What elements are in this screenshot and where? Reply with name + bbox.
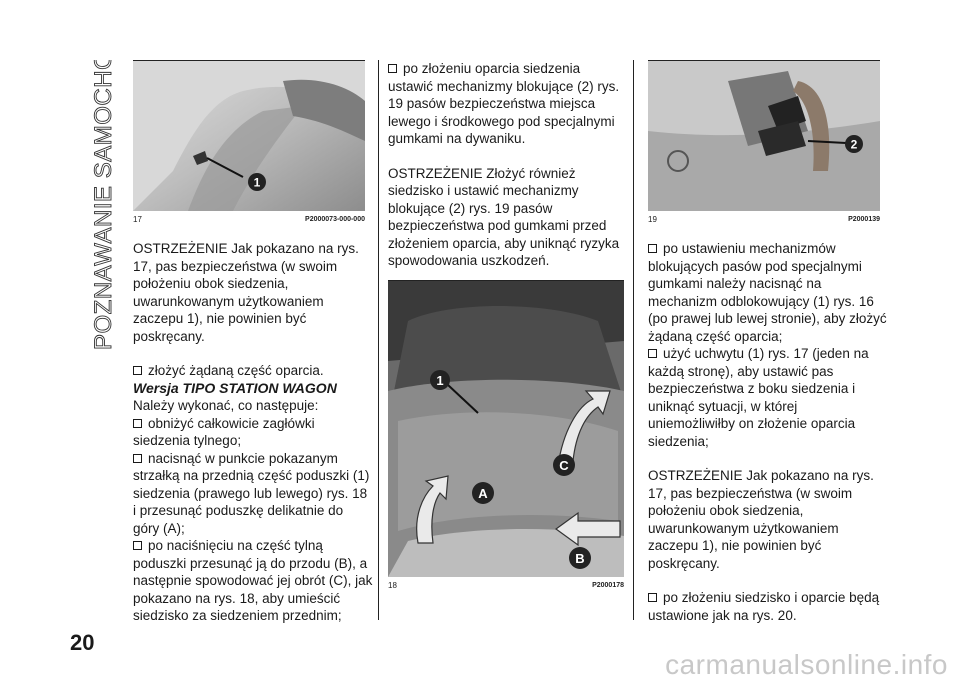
callout-1-label: 1	[253, 175, 261, 190]
figure-code: P2000139	[848, 216, 880, 223]
column-1	[133, 240, 373, 625]
column-2	[388, 60, 624, 270]
warning-paragraph: OSTRZEŻENIE Jak pokazano na rys. 17, pas bezpieczeństwa (w swoim położeniu obok siedzenia, uwarunkowanym użytkowaniem zaczepu 1), nie powinien być poskręcany.	[648, 468, 874, 571]
section-heading: Wersja TIPO STATION WAGON	[133, 379, 337, 396]
warning-paragraph: OSTRZEŻENIE Złożyć również siedzisko i ustawić mechanizmy blokujące (2) rys. 19 pasów bezpieczeństwa pod gumkami przed złożeniem oparcia, aby uniknąć ryzyka spowodowania uszkodzeń.	[388, 165, 620, 268]
bullet-item: nacisnąć w punkcie pokazanym strzałką na przednią część poduszki (1) siedzenia (prawego lub lewego) rys. 18 i przesunąć poduszkę delikatnie do góry (A);	[133, 450, 373, 538]
figure-17	[133, 60, 365, 227]
intro-text: Należy wykonać, co następuje:	[133, 398, 319, 413]
column-divider	[633, 60, 634, 620]
bullet-item: po złożeniu siedzisko i oparcie będą ustawione jak na rys. 20.	[648, 589, 888, 624]
callout-b-label: B	[575, 551, 585, 566]
figure-19-image	[648, 61, 880, 211]
figure-18-image	[388, 281, 624, 577]
bullet-item: złożyć żądaną część oparcia.	[133, 362, 373, 380]
bullet-item: po naciśnięciu na część tylną poduszki przesunąć ją do przodu (B), a następnie spowodować jej obrót (C), jak pokazano na rys. 18, aby umieścić siedzisko za siedzeniem przednim;	[133, 538, 373, 623]
figure-18	[388, 280, 624, 593]
figure-17-image	[133, 61, 365, 211]
figure-number: 18	[388, 581, 397, 590]
warning-paragraph: OSTRZEŻENIE Jak pokazano na rys. 17, pas bezpieczeństwa (w swoim położeniu obok siedzenia, uwarunkowanym użytkowaniem zaczepu 1), nie powinien być poskręcany.	[133, 241, 359, 344]
callout-a-label: A	[478, 486, 488, 501]
bullet-item: po ustawieniu mechanizmów blokujących pasów pod specjalnymi gumkami należy nacisnąć na mechanizm odblokowujący (1) rys. 16 (po prawej lub lewej stronie), aby złożyć żądaną część oparcia;	[648, 241, 887, 344]
figure-number: 17	[133, 215, 142, 224]
figure-code: P2000073-000-000	[305, 216, 365, 223]
bullet-item: obniżyć całkowicie zagłówki siedzenia tylnego;	[133, 415, 373, 450]
bullet-item: użyć uchwytu (1) rys. 17 (jeden na każdą stronę), aby ustawić pas bezpieczeństwa z boku siedzenia i uniknąć sytuacji, w której uniemożliwiłby on złożenie oparcia siedzenia;	[648, 345, 888, 450]
figure-code: P2000178	[592, 582, 624, 589]
callout-2-label: 2	[850, 137, 858, 152]
watermark: carmanualsonline.info	[665, 649, 948, 680]
figure-19	[648, 60, 880, 227]
callout-c-label: C	[559, 458, 569, 473]
column-3	[648, 240, 888, 624]
bullet-item: po złożeniu oparcia siedzenia ustawić mechanizmy blokujące (2) rys. 19 pasów bezpieczeństwa miejsca lewego i środkowego pod specjalnymi gumkami na dywaniku.	[388, 60, 624, 148]
sidebar-section-title	[67, 60, 127, 350]
figure-number: 19	[648, 215, 657, 224]
sidebar-title-text: POZNAWANIE SAMOCHODU	[90, 60, 117, 350]
page-number: 20	[70, 630, 95, 655]
column-divider	[378, 60, 379, 620]
callout-1-label: 1	[436, 373, 444, 388]
